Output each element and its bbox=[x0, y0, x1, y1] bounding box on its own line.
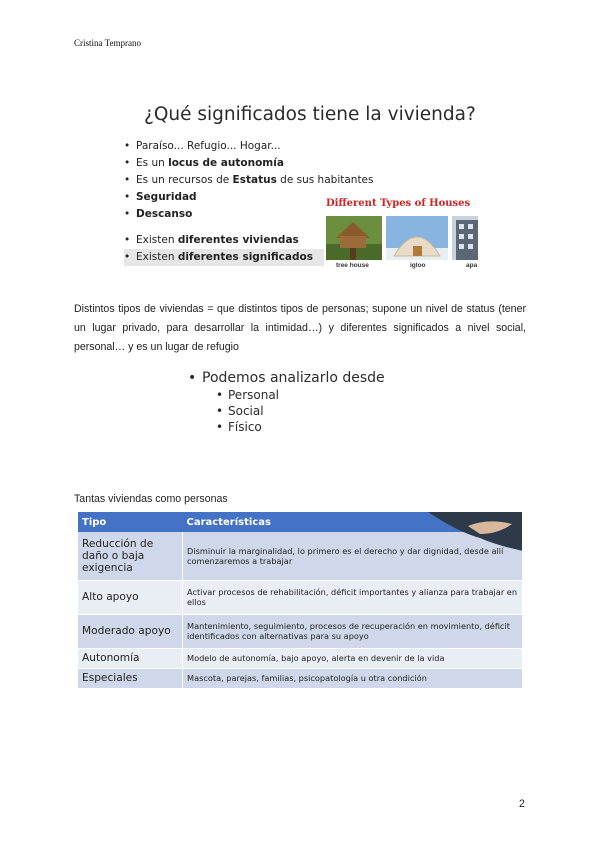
cell-caracteristicas: Mascota, parejas, familias, psicopatología u otra condición bbox=[183, 668, 523, 688]
cell-tipo: Moderado apoyo bbox=[78, 614, 183, 648]
bullet-item bbox=[124, 249, 324, 266]
page-number: 2 bbox=[519, 798, 525, 810]
bullet-item bbox=[124, 138, 374, 155]
house-caption: apa bbox=[466, 262, 478, 269]
bullet-text: Es un recursos de bbox=[136, 174, 233, 186]
bullet-bold: Descanso bbox=[136, 208, 193, 220]
section-heading: Tantas viviendas como personas bbox=[74, 493, 228, 505]
apartment-picture bbox=[452, 216, 478, 260]
table-row bbox=[78, 614, 522, 648]
house-caption: tree house bbox=[336, 262, 369, 269]
table-row bbox=[78, 648, 522, 668]
cell-caracteristicas: Activar procesos de rehabilitación, déficit importantes y alianza para trabajar en ellos bbox=[183, 580, 523, 614]
bullet-bold: Seguridad bbox=[136, 191, 197, 203]
bullet-item bbox=[124, 155, 374, 172]
slide2-main-bullet bbox=[188, 369, 428, 387]
slide-vivienda-significados bbox=[120, 98, 478, 274]
cell-tipo: Reducción de daño o baja exigencia bbox=[78, 532, 183, 580]
slide-analizar bbox=[188, 369, 428, 435]
house-types-image bbox=[324, 196, 478, 274]
bullet-bold: locus de autonomía bbox=[168, 157, 284, 169]
cell-tipo: Especiales bbox=[78, 668, 183, 688]
bullet-text: Existen bbox=[136, 234, 178, 246]
cell-tipo: Alto apoyo bbox=[78, 580, 183, 614]
bullet-bold: diferentes viviendas bbox=[177, 234, 299, 246]
cell-tipo: Autonomía bbox=[78, 648, 183, 668]
table-header-caracteristicas: Características bbox=[183, 512, 523, 532]
igloo-picture bbox=[386, 216, 448, 260]
cell-caracteristicas: Disminuir la marginalidad, lo primero es el derecho y dar dignidad, desde allí comenzaremos a trabajar bbox=[183, 532, 523, 580]
cell-caracteristicas: Modelo de autonomía, bajo apoyo, alerta en devenir de la vida bbox=[183, 648, 523, 668]
house-types-title: Different Types of Houses bbox=[326, 198, 471, 209]
cell-caracteristicas: Mantenimiento, seguimiento, procesos de recuperación en movimiento, déficit identificados con alternativas para su apoyo bbox=[183, 614, 523, 648]
bullet-item bbox=[124, 172, 374, 189]
bullet-text: Es un bbox=[136, 157, 169, 169]
house-caption: igloo bbox=[410, 262, 426, 269]
slide2-sub-item: • Personal bbox=[216, 387, 428, 403]
slide-title: ¿Qué significados tiene la vivienda? bbox=[144, 104, 476, 125]
housing-types-table bbox=[78, 512, 522, 694]
slide2-sub-item: • Social bbox=[216, 403, 428, 419]
table-row bbox=[78, 580, 522, 614]
page-header-author: Cristina Temprano bbox=[74, 38, 141, 48]
bullet-text: Paraíso... Refugio... Hogar... bbox=[136, 140, 281, 152]
table-row bbox=[78, 668, 522, 688]
tree-house-picture bbox=[326, 216, 382, 260]
slide2-main-text: Podemos analizarlo desde bbox=[202, 370, 385, 386]
bullet-text: de sus habitantes bbox=[276, 174, 374, 186]
bullet-bold: Estatus bbox=[232, 174, 277, 186]
bullet-bold: diferentes significados bbox=[177, 251, 313, 263]
bullet-text: Existen bbox=[136, 251, 178, 263]
slide2-sub-list bbox=[188, 387, 428, 435]
body-paragraph: Distintos tipos de viviendas = que distintos tipos de personas; supone un nivel de status (tener un lugar privado, para desarrollar la intimidad…) y diferentes significados a nivel social, personal… y es un lugar de refugio bbox=[74, 303, 526, 354]
slide2-sub-item: • Físico bbox=[216, 419, 428, 435]
handshake-picture bbox=[428, 512, 522, 552]
table-header-tipo: Tipo bbox=[78, 512, 183, 532]
